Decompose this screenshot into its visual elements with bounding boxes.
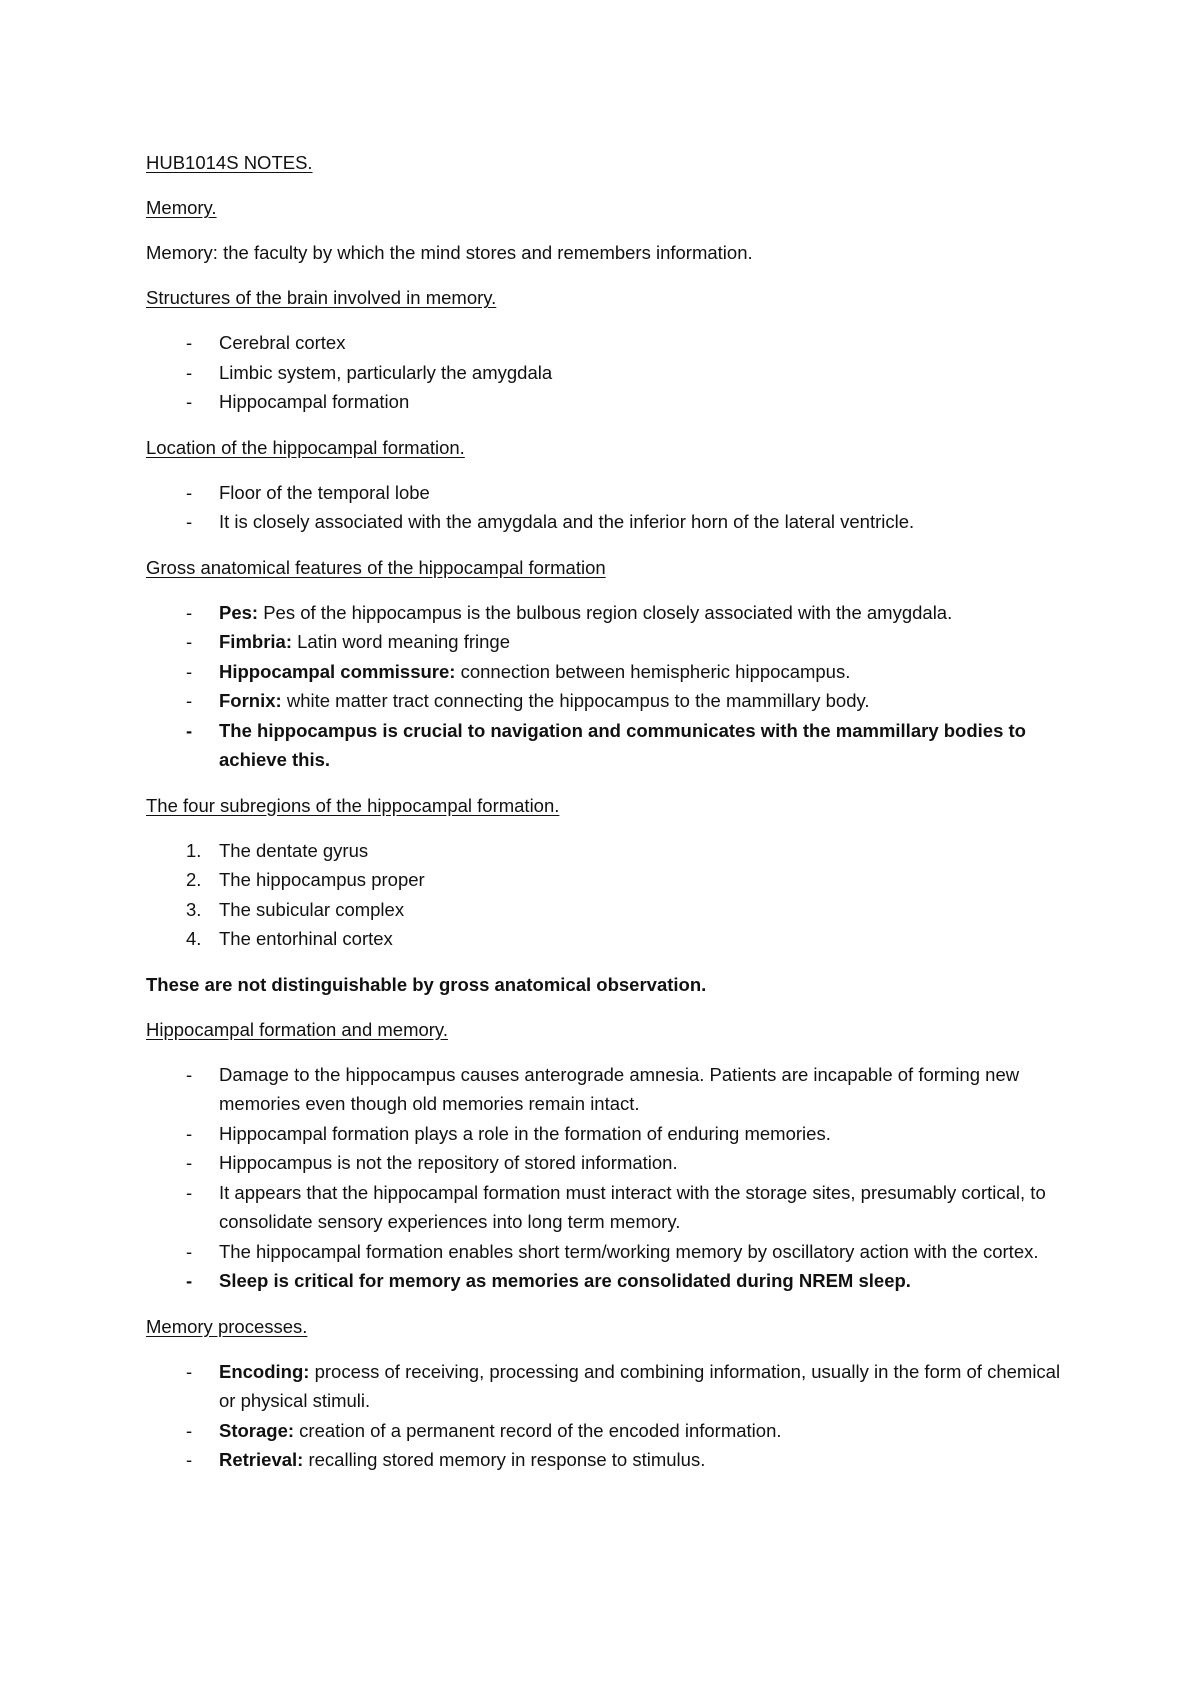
bullet-dash: - [186, 1181, 193, 1203]
list-item: 2. The hippocampus proper [146, 865, 1076, 895]
term-label: Fornix: [219, 690, 282, 711]
list-item: - Limbic system, particularly the amygdala [146, 358, 1076, 388]
list-item: - Cerebral cortex [146, 328, 1076, 358]
bullet-dash: - [186, 391, 193, 412]
bullet-dash: - [186, 1270, 193, 1291]
list-item: - It is closely associated with the amygdala and the inferior horn of the lateral ventricle. [146, 507, 1076, 537]
bullet-dash: - [186, 719, 193, 741]
list-number: 2. [186, 869, 202, 890]
document-body [146, 148, 1076, 1491]
bullet-dash: - [186, 511, 193, 532]
term-label: Hippocampal commissure: [219, 660, 456, 682]
bullet-dash: - [186, 481, 193, 503]
processes-list [146, 1357, 1076, 1475]
hf-memory-list [146, 1060, 1076, 1296]
bullet-dash: - [186, 1419, 193, 1441]
list-item: - Hippocampal commissure: connection between hemispheric hippocampus. [146, 657, 1076, 687]
list-item: - Hippocampal formation [146, 387, 1076, 417]
list-number: 4. [186, 928, 202, 949]
list-item: - Floor of the temporal lobe [146, 478, 1076, 508]
subregions-note: These are not distinguishable by gross anatomical observation. [146, 973, 707, 995]
term-label: Encoding: [219, 1360, 310, 1382]
structures-list [146, 328, 1076, 417]
term-label: Pes: [219, 601, 259, 623]
gross-features-heading: Gross anatomical features of the hippocampal formation [146, 556, 606, 578]
list-item: 1. The dentate gyrus [146, 836, 1076, 866]
list-item: - The hippocampal formation enables short term/working memory by oscillatory action with the cortex. [146, 1237, 1076, 1267]
bullet-dash: - [186, 690, 193, 711]
list-item: - The hippocampus is crucial to navigation and communicates with the mammillary bodies to achieve this. [146, 716, 1076, 775]
location-list [146, 478, 1076, 537]
gross-features-list [146, 598, 1076, 775]
list-number: 3. [186, 898, 202, 920]
bullet-dash: - [186, 361, 193, 383]
list-item: - Storage: creation of a permanent record of the encoded information. [146, 1416, 1076, 1446]
bullet-dash: - [186, 332, 193, 353]
location-heading: Location of the hippocampal formation. [146, 436, 465, 458]
bullet-dash: - [186, 601, 193, 623]
term-label: Storage: [219, 1419, 295, 1441]
list-item: - Pes: Pes of the hippocampus is the bulbous region closely associated with the amygdala. [146, 598, 1076, 628]
list-item: 4. The entorhinal cortex [146, 924, 1076, 954]
bullet-dash: - [186, 660, 193, 682]
bullet-dash: - [186, 1360, 193, 1382]
bullet-dash: - [186, 1063, 193, 1085]
list-item: - It appears that the hippocampal formation must interact with the storage sites, presumably cortical, to consolidate sensory experiences into long term memory. [146, 1178, 1076, 1237]
subregions-heading: The four subregions of the hippocampal formation. [146, 794, 560, 816]
list-item: 3. The subicular complex [146, 895, 1076, 925]
list-number: 1. [186, 839, 202, 861]
memory-heading: Memory. [146, 197, 217, 218]
structures-heading: Structures of the brain involved in memory. [146, 287, 497, 308]
processes-heading: Memory processes. [146, 1315, 308, 1337]
list-item: - Encoding: process of receiving, processing and combining information, usually in the form of chemical or physical stimuli. [146, 1357, 1076, 1416]
list-item: - Hippocampus is not the repository of stored information. [146, 1148, 1076, 1178]
bullet-dash: - [186, 1122, 193, 1144]
term-label: Retrieval: [219, 1449, 304, 1470]
list-item: - Retrieval: recalling stored memory in response to stimulus. [146, 1445, 1076, 1475]
list-item: - Damage to the hippocampus causes anterograde amnesia. Patients are incapable of forming new memories even though old memories remain intact. [146, 1060, 1076, 1119]
list-item: - Fimbria: Latin word meaning fringe [146, 627, 1076, 657]
subregions-list [146, 836, 1076, 954]
document-title: HUB1014S NOTES. [146, 152, 313, 173]
hf-memory-heading: Hippocampal formation and memory. [146, 1018, 448, 1040]
bullet-dash: - [186, 1152, 193, 1173]
bullet-dash: - [186, 1449, 193, 1470]
term-label: Fimbria: [219, 631, 292, 652]
list-item: - Sleep is critical for memory as memories are consolidated during NREM sleep. [146, 1266, 1076, 1296]
list-item: - Hippocampal formation plays a role in the formation of enduring memories. [146, 1119, 1076, 1149]
bullet-dash: - [186, 1240, 193, 1262]
list-item: - Fornix: white matter tract connecting the hippocampus to the mammillary body. [146, 686, 1076, 716]
memory-definition: Memory: the faculty by which the mind stores and remembers information. [146, 242, 753, 263]
bullet-dash: - [186, 631, 193, 652]
